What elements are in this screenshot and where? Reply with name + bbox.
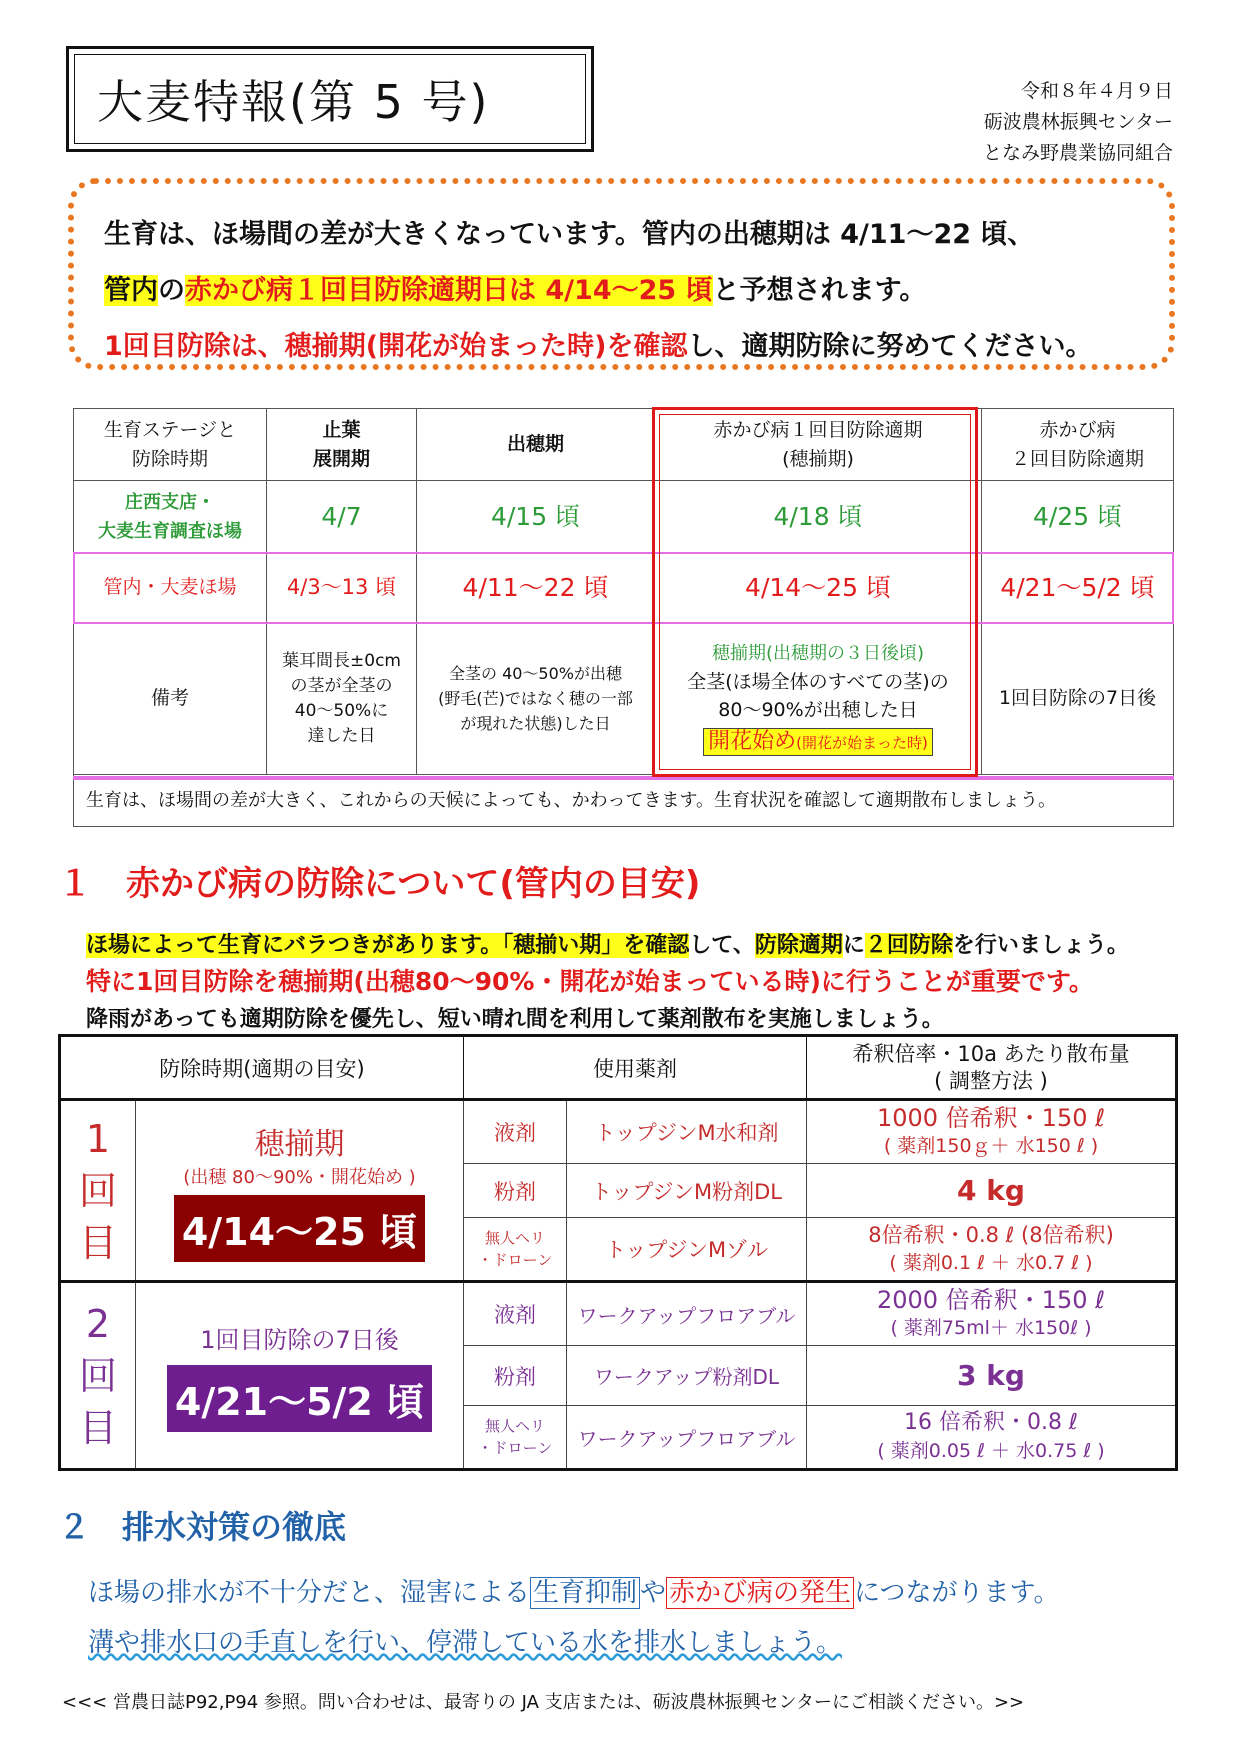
s2-l1a: ほ場の排水が不十分だと、湿害による [88, 1578, 531, 1608]
summary-highlight: 赤かび病１回目防除適期日は 4/14～25 頃 [185, 275, 713, 306]
s2-l1c: や [640, 1578, 667, 1608]
first-type-0: 液剤 [464, 1100, 567, 1164]
row1-label-b: 大麦生育調査ほ場 [98, 520, 242, 542]
summary-line-3 [104, 324, 1092, 363]
first-rate-0 [807, 1100, 1177, 1164]
section1-title: １ 赤かび病の防除について(管内の目安) [58, 864, 701, 904]
spray-header-rate [807, 1036, 1177, 1100]
summary-rest: し、適期防除に努めてください。 [687, 331, 1093, 362]
s1-p1g: を行いましょう。 [952, 933, 1129, 958]
first-rate-0-main: 1000 倍希釈・150 ℓ [876, 1104, 1106, 1132]
page-title: 大麦特報(第 5 号) [74, 54, 586, 144]
stage-header-2: 出穂期 [417, 409, 655, 481]
s1-p1d: 防除適期 [754, 933, 843, 958]
first-drug-2: トップジンMゾル [567, 1218, 807, 1282]
second-date: 4/21～5/2 頃 [167, 1365, 432, 1432]
second-rate-1: 3 kg [807, 1346, 1177, 1406]
first-rate-2-main: 8倍希釈・0.8 ℓ (8倍希釈) [868, 1223, 1114, 1247]
summary-box [68, 178, 1175, 370]
second-type-2: 無人ヘリ ・ドローン [464, 1406, 567, 1470]
second-round-timing [136, 1282, 464, 1470]
title-box [66, 46, 594, 152]
s1-p1a: ほ場によって生育にバラつきがあります。 [86, 933, 503, 958]
s1-p1f: ２回防除 [864, 933, 953, 958]
row3-label: 備考 [74, 623, 267, 775]
spray-header-drug: 使用薬剤 [464, 1036, 807, 1100]
s2-disease-box: 赤かび病の発生 [666, 1577, 854, 1609]
rate-header-b: ( 調整方法 ) [934, 1068, 1048, 1093]
second-drug-2: ワークアップフロアブル [567, 1406, 807, 1470]
first-spray-frame [652, 407, 978, 777]
second-rate-2-detail: ( 薬剤0.05 ℓ ＋ 水0.75 ℓ ) [877, 1440, 1105, 1462]
second-drug-0: ワークアップフロアブル [567, 1282, 807, 1346]
first-round-label: 1 回 目 [60, 1100, 136, 1282]
second-type-0: 液剤 [464, 1282, 567, 1346]
first-rate-2-detail: ( 薬剤0.1 ℓ ＋ 水0.7 ℓ ) [889, 1252, 1093, 1274]
spray-header-timing: 防除時期(適期の目安) [60, 1036, 464, 1100]
issuer-org-2: となみ野農業協同組合 [982, 142, 1173, 164]
issuer-info [983, 76, 1173, 169]
row2-val-0: 4/3～13 頃 [267, 553, 417, 623]
first-stage: 穂揃期 [254, 1127, 345, 1162]
stage-header-4: 赤かび病 ２回目防除適期 [982, 409, 1174, 481]
s1-p1c: して、 [689, 933, 755, 958]
bloom-sub: (開花が始まった時) [796, 734, 928, 752]
note-divider-highlight [73, 776, 1174, 780]
row1-val-3: 4/25 頃 [982, 481, 1174, 553]
second-round-label: 2 回 目 [60, 1282, 136, 1470]
spray-table [58, 1034, 1178, 1471]
first-stage-sub: (出穂 80～90%・開花始め ) [183, 1167, 416, 1188]
first-type-1: 粉剤 [464, 1164, 567, 1218]
summary-line-1: 生育は、ほ場間の差が大きくなっています。管内の出穂期は 4/11～22 頃、 [104, 219, 1035, 250]
rate-header-a: 希釈倍率・10a あたり散布量 [852, 1041, 1130, 1066]
summary-tail: と予想されます。 [712, 275, 927, 306]
first-rate-1: 4 kg [807, 1164, 1177, 1218]
row2-val-3: 4/21～5/2 頃 [982, 553, 1174, 623]
s2-growth-box: 生育抑制 [530, 1577, 640, 1609]
row2-label: 管内・大麦ほ場 [74, 553, 267, 623]
row3-c3-body: 全茎(ほ場全体のすべての茎)の 80～90%が出穂した日 [687, 671, 949, 721]
second-drug-1: ワークアップ粉剤DL [567, 1346, 807, 1406]
row3-c3-green: 穂揃期(出穂期の３日後頃) [711, 643, 925, 664]
section2-title: ２ 排水対策の徹底 [58, 1508, 347, 1546]
s1-p1b: 「穂揃い期」を確認 [502, 933, 690, 958]
first-round-timing [136, 1100, 464, 1282]
row2-val-1: 4/11～22 頃 [417, 553, 655, 623]
row3-c1: 葉耳間長±0cm の茎が全茎の 40～50%に 達した日 [267, 623, 417, 775]
row3-c4: 1回目防除の7日後 [982, 623, 1174, 775]
row3-c2: 全茎の 40～50%が出穂 (野毛(芒)ではなく穂の一部 が現れた状態)した日 [417, 623, 655, 775]
row1-label-a: 庄西支店・ [125, 491, 215, 513]
bloom-main: 開花始め [708, 729, 797, 754]
stage-header-0: 生育ステージと 防除時期 [74, 409, 267, 481]
stage-note: 生育は、ほ場間の差が大きく、これからの天候によっても、かわってきます。生育状況を確認して適期散布しましょう。 [74, 775, 1174, 827]
row2-val-2: 4/14～25 頃 [655, 553, 982, 623]
second-rate-0 [807, 1282, 1177, 1346]
row1-val-1: 4/15 頃 [417, 481, 655, 553]
s1-p1e: に [842, 933, 865, 958]
first-drug-0: トップジンM水和剤 [567, 1100, 807, 1164]
summary-line-2 [104, 268, 926, 307]
row1-label [74, 481, 267, 553]
first-rate-2 [807, 1218, 1177, 1282]
second-rate-2 [807, 1406, 1177, 1470]
section2-line-2: 溝や排水口の手直しを行い、停滞している水を排水しましょう。 [88, 1628, 843, 1658]
s2-l1e: につながります。 [854, 1578, 1060, 1608]
first-date: 4/14～25 頃 [174, 1195, 425, 1262]
kannai-row-highlight [73, 552, 1174, 624]
stage-header-1: 止葉 展開期 [267, 409, 417, 481]
stage-header-3: 赤かび病１回目防除適期 (穂揃期) [655, 409, 982, 481]
row1-val-2: 4/18 頃 [655, 481, 982, 553]
footer-note: <<< 営農日誌P92,P94 参照。問い合わせは、最寄りの JA 支店または、砺波農林振興センターにご相談ください。>> [62, 1692, 1025, 1713]
first-rate-0-detail: ( 薬剤150ｇ＋ 水150 ℓ ) [883, 1135, 1099, 1157]
second-rate-0-detail: ( 薬剤75ml＋ 水150ℓ ) [890, 1317, 1092, 1339]
first-type-2: 無人ヘリ ・ドローン [464, 1218, 567, 1282]
section2-line-1 [88, 1572, 1059, 1609]
issue-date: 令和８年４月９日 [1020, 80, 1173, 102]
summary-red: 1回目防除は、穂揃期(開花が始まった時)を確認 [104, 331, 688, 362]
issuer-org-1: 砺波農林振興センター [983, 111, 1173, 133]
section1-para-1 [86, 928, 1129, 959]
section1-para-3: 降雨があっても適期防除を優先し、短い晴れ間を利用して薬剤散布を実施しましょう。 [86, 1007, 944, 1032]
second-type-1: 粉剤 [464, 1346, 567, 1406]
section1-para-2: 特に1回目防除を穂揃期(出穂80～90%・開花が始まっている時)に行うことが重要です。 [86, 967, 1094, 996]
summary-kannai: 管内 [104, 275, 158, 306]
second-rate-2-main: 16 倍希釈・0.8 ℓ [903, 1410, 1079, 1435]
second-rate-0-main: 2000 倍希釈・150 ℓ [876, 1286, 1106, 1314]
summary-particle: の [158, 275, 185, 306]
first-drug-1: トップジンM粉剤DL [567, 1164, 807, 1218]
row1-val-0: 4/7 [267, 481, 417, 553]
second-stage: 1回目防除の7日後 [200, 1325, 399, 1354]
